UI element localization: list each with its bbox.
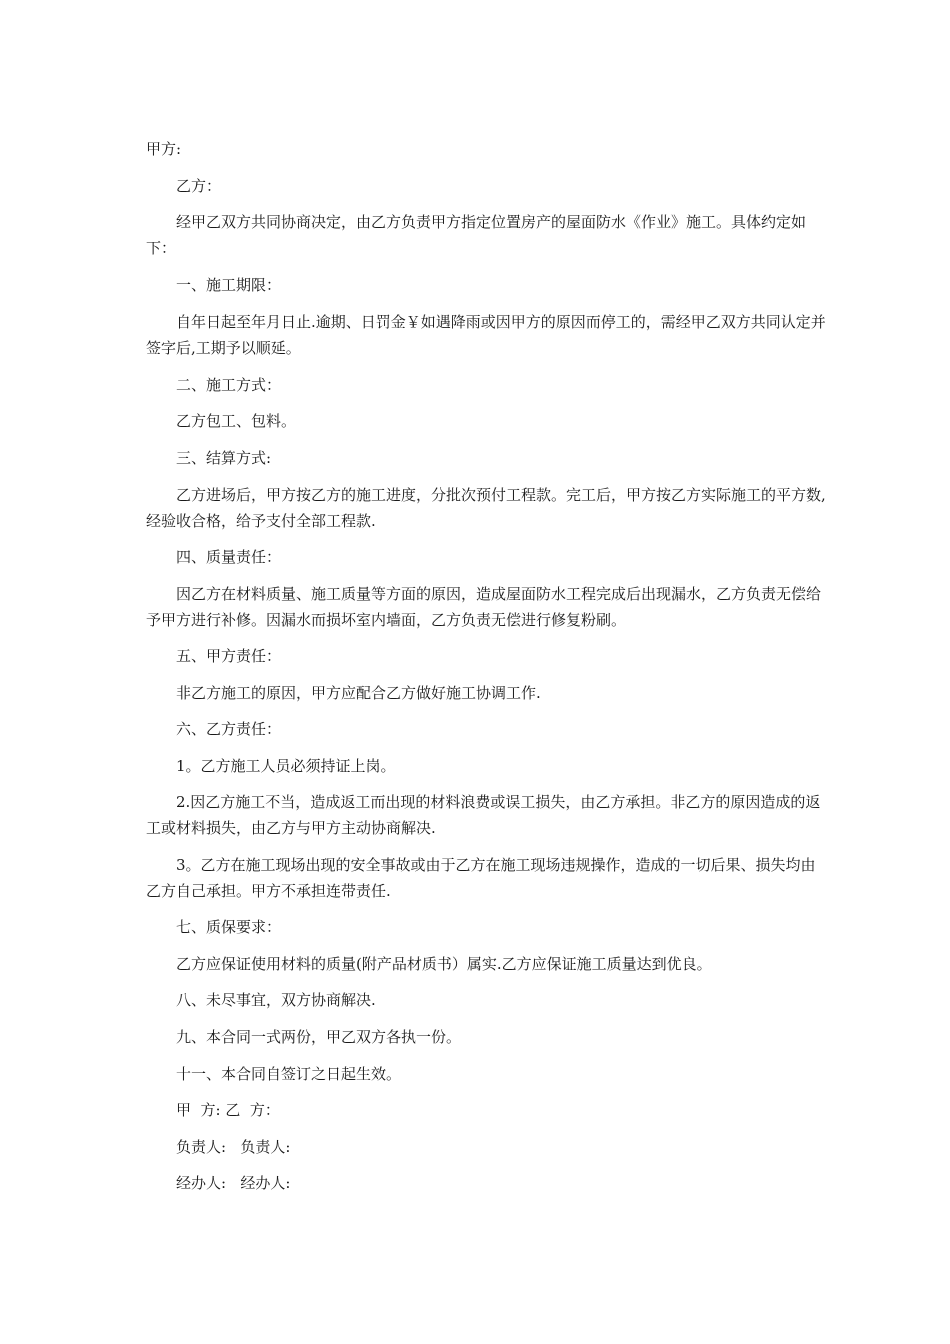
section-1-heading: 一、施工期限： xyxy=(146,276,282,294)
section-6-heading: 六、乙方责任： xyxy=(146,720,282,738)
section-6-item-2: 2.因乙方施工不当，造成返工而出现的材料浪费或误工损失，由乙方承担。非乙方的原因造成的返工或材料损失，由乙方与甲方主动协商解决. xyxy=(146,793,821,837)
section-6-item-3: 3。乙方在施工现场出现的安全事故或由于乙方在施工现场违规操作，造成的一切后果、损失均由乙方自己承担。甲方不承担连带责任. xyxy=(146,856,816,900)
party-b-label: 乙方： xyxy=(146,177,222,195)
section-7-heading: 七、质保要求： xyxy=(146,918,282,936)
section-3-body: 乙方进场后，甲方按乙方的施工进度，分批次预付工程款。完工后，甲方按乙方实际施工的平方数,经验收合格，给予支付全部工程款. xyxy=(146,486,826,530)
section-8: 八、未尽事宜，双方协商解决. xyxy=(146,991,376,1009)
section-5-heading: 五、甲方责任： xyxy=(146,647,282,665)
party-a-label: 甲方: xyxy=(146,140,182,158)
section-9: 九、本合同一式两份，甲乙双方各执一份。 xyxy=(146,1028,462,1046)
section-3-heading: 三、结算方式: xyxy=(146,449,272,467)
section-2-body: 乙方包工、包料。 xyxy=(146,412,297,430)
signature-responsible: 负责人: 负责人: xyxy=(146,1138,291,1156)
section-11: 十一、本合同自签订之日起生效。 xyxy=(146,1065,402,1083)
section-4-body: 因乙方在材料质量、施工质量等方面的原因，造成屋面防水工程完成后出现漏水，乙方负责无偿给予甲方进行补修。因漏水而损坏室内墙面，乙方负责无偿进行修复粉刷。 xyxy=(146,585,822,629)
section-2-heading: 二、施工方式： xyxy=(146,376,282,394)
signature-handler: 经办人: 经办人: xyxy=(146,1174,291,1192)
intro-paragraph: 经甲乙双方共同协商决定，由乙方负责甲方指定位置房产的屋面防水《作业》施工。具体约定如下： xyxy=(146,213,807,257)
signature-parties: 甲 方: 乙 方： xyxy=(146,1101,280,1119)
section-5-body: 非乙方施工的原因，甲方应配合乙方做好施工协调工作. xyxy=(146,684,541,702)
section-6-item-1: 1。乙方施工人员必须持证上岗。 xyxy=(146,757,396,775)
section-4-heading: 四、质量责任： xyxy=(146,548,282,566)
section-1-body: 自年日起至年月日止.逾期、日罚金￥如遇降雨或因甲方的原因而停工的，需经甲乙双方共同认定并签字后,工期予以顺延。 xyxy=(146,313,826,357)
section-7-body: 乙方应保证使用材料的质量(附产品材质书）属实.乙方应保证施工质量达到优良。 xyxy=(146,955,712,973)
